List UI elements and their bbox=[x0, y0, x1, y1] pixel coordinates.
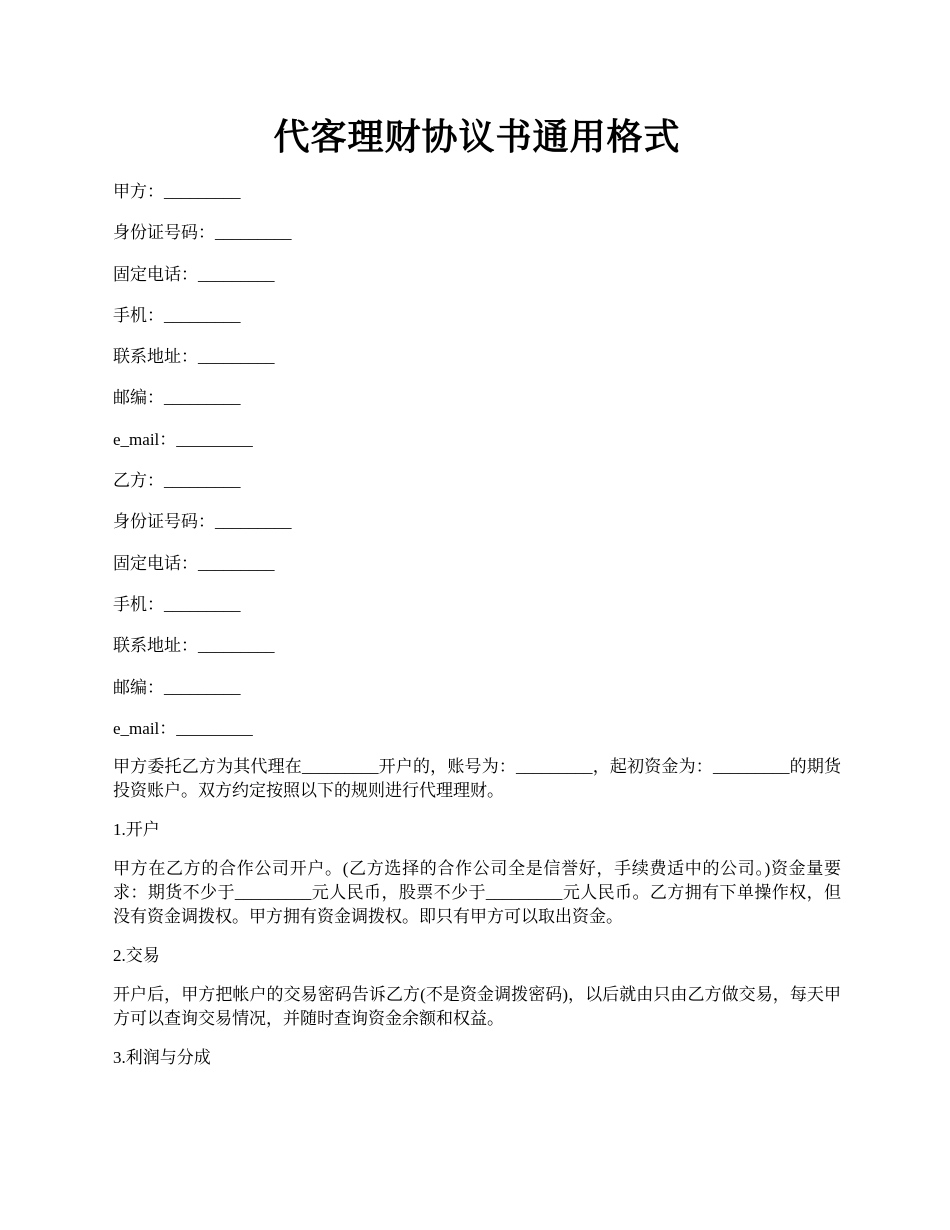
party-b-phone-line: 固定电话：_________ bbox=[113, 553, 275, 573]
section-text-trading: 开户后，甲方把帐户的交易密码告诉乙方(不是资金调拨密码)，以后就由只由乙方做交易，每天甲方可以查询交易情况，并随时查询资金余额和权益。 bbox=[113, 985, 841, 1028]
party-a-id-line: 身份证号码：_________ bbox=[113, 223, 292, 243]
party-b-address-line: 联系地址：_________ bbox=[113, 636, 275, 656]
section-text-account-opening: 甲方在乙方的合作公司开户。(乙方选择的合作公司全是信誉好，手续费适中的公司。)资金量要求：期货不少于_________元人民币，股票不少于_________元人民币。乙方拥有下单操作权，但没有资金调拨权。甲方拥有资金调拨权。即只有甲方可以取出资金。 bbox=[113, 859, 841, 926]
party-info-fields bbox=[113, 178, 841, 756]
section-heading-account-opening: 1.开户 bbox=[113, 820, 160, 839]
party-a-phone-line: 固定电话：_________ bbox=[113, 264, 275, 284]
section-heading-profit-sharing: 3.利润与分成 bbox=[113, 1048, 211, 1067]
party-b-email-line: e_mail：_________ bbox=[113, 718, 253, 738]
party-b-postcode-line: 邮编：_________ bbox=[113, 677, 241, 697]
document-title: 代客理财协议书通用格式 bbox=[273, 117, 681, 157]
section-heading-trading: 2.交易 bbox=[113, 946, 160, 965]
agreement-body bbox=[113, 755, 841, 1085]
intro-paragraph: 甲方委托乙方为其代理在_________开户的，账号为：_________，起初资金为：_________的期货投资账户。双方约定按照以下的规则进行代理理财。 bbox=[113, 757, 841, 800]
party-a-email-line: e_mail：_________ bbox=[113, 429, 253, 449]
party-a-mobile-line: 手机：_________ bbox=[113, 305, 241, 325]
party-a-address-line: 联系地址：_________ bbox=[113, 347, 275, 367]
party-b-id-line: 身份证号码：_________ bbox=[113, 512, 292, 532]
party-b-name-line: 乙方：_________ bbox=[113, 471, 241, 491]
party-a-postcode-line: 邮编：_________ bbox=[113, 388, 241, 408]
party-a-name-line: 甲方：_________ bbox=[113, 182, 241, 201]
party-b-mobile-line: 手机：_________ bbox=[113, 594, 241, 614]
